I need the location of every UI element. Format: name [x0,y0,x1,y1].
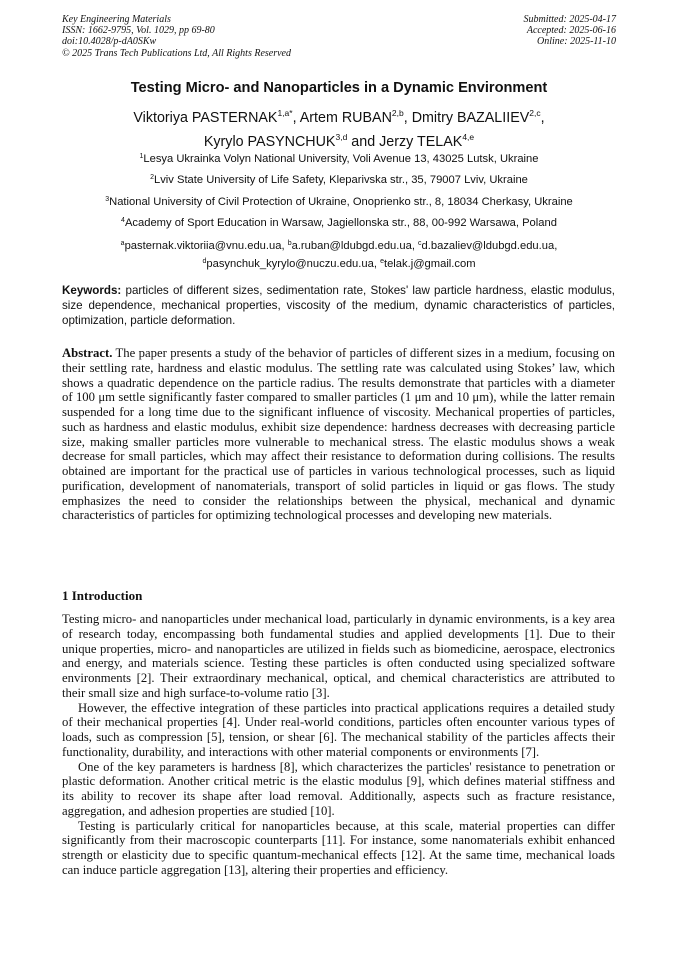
journal-doi: doi:10.4028/p-dA0SKw [62,36,157,48]
affiliation-4 [30,214,648,230]
email-link[interactable]: pasternak.viktoriia@vnu.edu.ua [124,240,282,252]
email-sup: e [380,258,384,265]
abstract-label: Abstract. [62,346,113,360]
abstract-block [62,346,615,523]
email-sup: a [120,240,125,247]
affiliation-sup: 1 [139,153,144,160]
accepted-date: Accepted: 2025-06-16 [526,25,616,37]
affiliation-sup: 3 [105,196,110,203]
email-link[interactable]: pasynchuk_kyrylo@nuczu.edu.ua [206,258,374,270]
author-line-2 [40,128,638,152]
paragraph: Testing micro- and nanoparticles under mechanical load, particularly in dynamic environments, is a key area of research today, encompassing both fundamental studies and applied developments [1]. Due to their unique properties, micro- and nanoparticles are utilized in fields such as biomedicine, aerospace, electronics and energy, and materials science. Testing these particles is often conducted using specialized software environments [2]. Their extraordinary mechanical, optical, and chemical characteristics are attributed to their small size and high surface-to-volume ratio [3]. [62,612,615,700]
email-list [30,236,648,272]
email-sup: b [287,240,292,247]
author-sup: 3,d [335,132,348,142]
journal-name: Key Engineering Materials [62,14,171,25]
author-sup: 2,c [529,108,541,118]
email-sup: c [418,240,422,247]
author-sup: 2,b [391,108,404,118]
author-and: and [351,134,376,150]
section-heading: 1 Introduction [62,588,143,603]
introduction-body [62,612,615,878]
journal-header-left [62,14,291,59]
email-line-1: $^a$pasternak.viktoriia@vnu.edu.ua, $^b$a.ruban@ldubgd.edu.ua, $^c$d.bazaliev@ldubgd.edu.ua, [120,240,558,252]
paragraph: However, the effective integration of these particles into practical applications requires a detailed study of their mechanical properties [4]. Under real-world conditions, particles often encounter various types of loads, such as compression [5], tension, or shear [6]. The mechanical stability of the particles affects their functionality, durability, and interactions with other material components or environments [7]. [62,700,615,759]
affiliation-text: National University of Civil Protection of Ukraine, Onoprienko str., 8, 18034 Cherkasy, Ukraine [109,196,573,208]
author-name: Artem RUBAN [299,110,392,126]
affiliation-3 [30,193,648,209]
affiliation-text: Lesya Ukrainka Volyn National University, Voli Avenue 13, 43025 Lutsk, Ukraine [143,153,539,165]
affiliation-text: Lviv State University of Life Safety, Kleparivska str., 35, 79007 Lviv, Ukraine [153,174,528,186]
author-name: Jerzy TELAK [379,134,463,150]
paper-title: Testing Micro- and Nanoparticles in a Dynamic Environment [130,80,548,96]
author-sup: 1,a* [277,108,293,118]
author-line-1: Viktoriya $PASTERNAK^{1,a*}$, Artem RUBAN$^{2,b}$, Dmitry BAZALIIEV$^{2,c}$, [133,108,545,126]
author-name: Viktoriya PASTERNAK [133,110,278,126]
author-name: Kyrylo PASYNCHUK [203,134,336,150]
email-line-2: $^d$pasynchuk_kyrylo@nuczu.edu.ua, $^e$telak.j@gmail.com [202,258,476,270]
journal-header-right [524,14,617,48]
paragraph: One of the key parameters is hardness [8], which characterizes the particles' resistance to penetration or plastic deformation. Another critical metric is the elastic modulus [9], which defines material stiffness and its ability to recover its shape after load removal. Additionally, aspects such as fracture resistance, aggregation, and adhesion properties are studied [10]. [62,759,615,818]
paragraph: Testing is particularly critical for nanoparticles because, at this scale, material properties can differ significantly from their macroscopic counterparts [11]. For instance, some nanomaterials exhibit enhanced strength or elasticity due to specific quantum-mechanical effects [12]. At the same time, mechanical loads can induce particle aggregation [13], altering their properties and efficiency. [62,818,615,877]
email-link[interactable]: telak.j@gmail.com [383,258,476,270]
keywords-block [62,284,615,328]
keywords-text: particles of different sizes, sedimentation rate, Stokes' law particle hardness, elastic modulus, size dependence, mechanical properties, viscosity of the medium, dynamic characteristics of particles, optimization, particle deformation. [62,284,615,327]
affiliation-2 [30,171,648,187]
author-sup: 4,e [462,132,475,142]
author-list [40,104,638,152]
abstract-text: The paper presents a study of the behavior of particles of different sizes in a medium, focusing on their settling rate, hardness and elastic modulus. The settling rate was calculated using Stokes’ law, which shows a quadratic dependence on the particle radius. The results demonstrate that particles with a diameter of 100 μm settle significantly faster compared to smaller particles (1 μm and 10 μm), while the latter remain suspended for a long time due to the significant influence of viscosity. Mechanical properties of particles, such as hardness and elastic modulus, exhibit size dependence: hardness decreases with decreasing particle size, making smaller particles more vulnerable to mechanical stress. The elastic modulus shows a weak decrease for small particles, which may affect their resistance to deformation during collisions. The results obtained are important for the practical use of particles in various technological processes, such as liquid purification, development of nanomaterials, transport of solid particles in liquid or gas flows. The study emphasizes the need to consider the relationships between the physical, mechanical and dynamic characteristics of particles for optimizing technological processes and developing new materials. [62,346,615,523]
affiliation-sup: 2 [150,174,154,181]
email-sup: d [202,258,207,265]
email-link[interactable]: a.ruban@ldubgd.edu.ua [291,240,412,252]
submitted-date: Submitted: 2025-04-17 [523,14,616,25]
online-date: Online: 2025-11-10 [537,36,616,48]
affiliation-1 [30,150,648,166]
keywords-label: Keywords: [62,284,122,297]
affiliation-sup: 4 [121,217,125,224]
email-link[interactable]: d.bazaliev@ldubgd.edu.ua [421,240,555,252]
affiliation-text: Academy of Sport Education in Warsaw, Jagiellonska str., 88, 00-992 Warsawa, Poland [124,217,557,229]
journal-issn: ISSN: 1662-9795, Vol. 1029, pp 69-80 [62,25,215,37]
journal-copyright: © 2025 Trans Tech Publications Ltd, All Rights Reserved [62,47,291,59]
author-name: Dmitry BAZALIIEV [411,110,530,126]
